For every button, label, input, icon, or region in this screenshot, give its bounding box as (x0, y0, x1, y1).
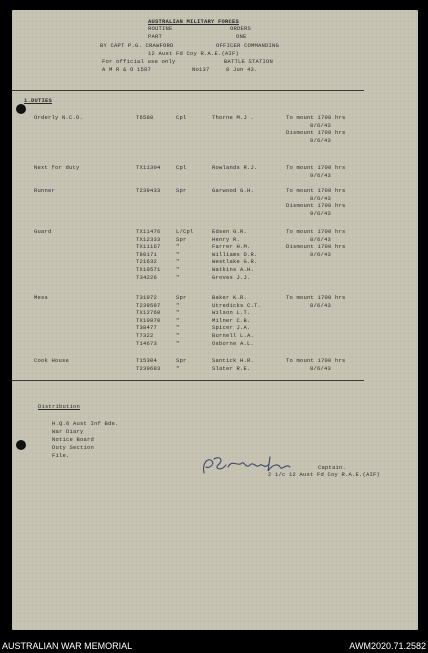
section-title: 1.DUTIES (24, 97, 53, 104)
document-page (12, 10, 418, 630)
ref-number: A M R & O 1587 (102, 66, 152, 73)
duty-time-note: 8/6/43 (310, 301, 332, 309)
duty-time-note: Dismount 1700 hrs (286, 202, 346, 210)
service-number: TX12333 (136, 235, 161, 243)
soldier-name: Groves J.J. (212, 273, 251, 281)
soldier-name: Santick H.R. (212, 357, 255, 364)
service-number: TX11476 (136, 228, 161, 235)
soldier-name: Spicer J.A. (212, 324, 251, 332)
soldier-name: Westlake G.R. (212, 258, 258, 266)
distribution-item: Duty Section (52, 444, 95, 451)
service-number: T21632 (136, 258, 158, 266)
duty-name: Next for duty (34, 164, 80, 171)
distribution-item: War Diary (52, 428, 84, 435)
duty-time-note: To mount 1700 hrs (286, 228, 346, 235)
rank: " (176, 273, 180, 281)
official-use: For official use only (102, 58, 176, 65)
rank: " (176, 250, 180, 258)
rank: Spr (176, 357, 187, 364)
soldier-name: Edsen G.R. (212, 228, 248, 235)
duty-time-note: 8/6/43 (310, 235, 332, 243)
duty-time-note: 9/6/43 (310, 250, 332, 258)
unit-line: 12 Aust Fd Coy R.A.E.(AIF) (148, 50, 240, 57)
signature-rank: Captain. (318, 464, 347, 471)
duty-time-note: 8/6/43 (310, 194, 332, 202)
rank: Cpl (176, 114, 187, 121)
duty-time-note: Dismount 1700 hrs (286, 129, 346, 137)
duty-time-note: To mount 1700 hrs (286, 187, 346, 194)
rank: " (176, 332, 180, 339)
distribution-item: Notice Board (52, 436, 95, 443)
rank: Cpl (176, 164, 187, 171)
order-number: No137 (192, 66, 210, 73)
rank: Spr (176, 235, 187, 243)
rank: " (176, 258, 180, 266)
doc-title: AUSTRALIAN MILITARY FORCES (148, 18, 240, 25)
soldier-name: Wilson L.T. (212, 309, 251, 317)
rank: Spr (176, 187, 187, 194)
duty-name: Mess (34, 294, 49, 301)
duty-name: Runner (34, 187, 56, 194)
service-number: T6580 (136, 114, 154, 121)
soldier-name: Watkins A.H. (212, 266, 255, 273)
soldier-name: Burnell L.A. (212, 332, 255, 339)
duty-time-note: To mount 1700 hrs (286, 114, 346, 121)
rank: " (176, 364, 180, 372)
rank: " (176, 243, 180, 251)
rank: " (176, 339, 180, 347)
service-number: TX11304 (136, 164, 161, 171)
soldier-name: Utredicks C.T. (212, 301, 262, 309)
footer-source: AUSTRALIAN WAR MEMORIAL (2, 641, 133, 651)
soldier-name: Baker K.R. (212, 294, 248, 301)
rank: " (176, 301, 180, 309)
footer-reference: AWM2020.71.2582 (349, 641, 426, 651)
soldier-name: Williams D.R. (212, 250, 258, 258)
duty-name: Orderly N.C.O. (34, 114, 84, 121)
service-number: T80171 (136, 250, 158, 258)
service-number: T15304 (136, 357, 158, 364)
duty-time-note: 8/6/43 (310, 364, 332, 372)
soldier-name: Farrer H.M. (212, 243, 251, 251)
service-number: T14673 (136, 339, 158, 347)
service-number: TX12760 (136, 309, 161, 317)
station: BATTLE STATION (224, 58, 274, 65)
distribution-title: Distribution (38, 403, 81, 410)
rank: " (176, 266, 180, 273)
distribution-item: H.Q.6 Aust Inf Bde. (52, 420, 119, 427)
duty-name: Guard (34, 228, 52, 235)
duty-time-note: To mount 1700 hrs (286, 294, 346, 301)
duty-time-note: 9/6/43 (310, 171, 332, 179)
rank: " (176, 309, 180, 317)
divider-bottom (12, 380, 364, 381)
by-line-left: BY CAPT P.G. CRAWFORD (100, 42, 174, 49)
punch-hole (16, 440, 26, 450)
service-number: TX11167 (136, 243, 161, 251)
soldier-name: Osborne A.L. (212, 339, 255, 347)
distribution-item: File. (52, 452, 70, 459)
duty-time-note: 9/6/43 (310, 136, 332, 144)
rank: " (176, 316, 180, 324)
header-right-1: ORDERS (230, 25, 252, 32)
soldier-name: Thorne M.J . (212, 114, 255, 121)
duty-time-note: 9/6/43 (310, 209, 332, 217)
service-number: T31072 (136, 294, 158, 301)
service-number: TX10571 (136, 266, 161, 273)
by-line-right: OFFICER COMMANDING (216, 42, 280, 49)
soldier-name: Milner C.B. (212, 316, 251, 324)
soldier-name: Slater R.E. (212, 364, 251, 372)
service-number: T239433 (136, 187, 161, 194)
archive-footer (0, 640, 428, 653)
soldier-name: Garwood G.H. (212, 187, 255, 194)
soldier-name: Henry R. (212, 235, 241, 243)
duty-time-note: To mount 1700 hrs (286, 357, 346, 364)
header-left-1: ROUTINE (148, 25, 173, 32)
order-date: 8 Jun 43. (226, 66, 258, 73)
header-right-2: ONE (236, 33, 247, 40)
punch-hole (16, 104, 26, 114)
duty-time-note: 8/6/43 (310, 121, 332, 129)
service-number: TX10970 (136, 316, 161, 324)
rank: Spr (176, 294, 187, 301)
duty-time-note: Dismount 1700 hrs (286, 243, 346, 251)
divider-top (12, 90, 364, 91)
duty-time-note: To mount 1700 hrs (286, 164, 346, 171)
rank: L/Cpl (176, 228, 194, 235)
service-number: T38477 (136, 324, 158, 332)
service-number: T239683 (136, 364, 161, 372)
signature-role: 2 i/c 12 Aust Fd Coy R.A.E.(AIF) (268, 471, 381, 478)
header-left-2: PART (148, 33, 163, 40)
service-number: T34226 (136, 273, 158, 281)
soldier-name: Rowlands R.J. (212, 164, 258, 171)
service-number: T7322 (136, 332, 154, 339)
service-number: T239597 (136, 301, 161, 309)
rank: " (176, 324, 180, 332)
duty-name: Cook House (34, 357, 70, 364)
